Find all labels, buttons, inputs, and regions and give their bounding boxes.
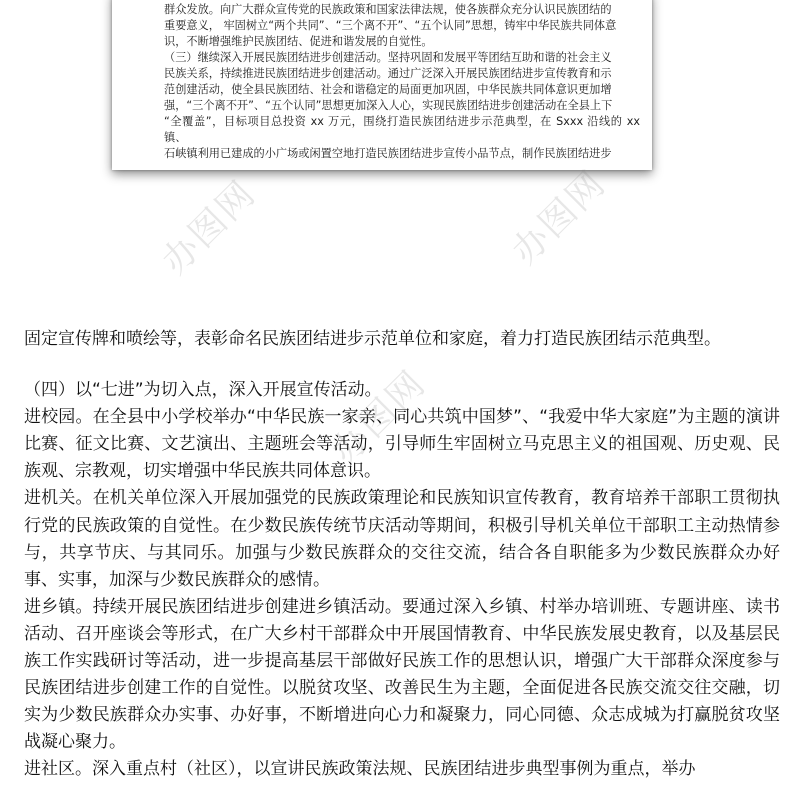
paragraph: 进机关。在机关单位深入开展加强党的民族政策理论和民族知识宣传教育，教育培养干部职工贯彻执行党的民族政策的自觉性。在少数民族传统节庆活动等期间，积极引导机关单位干部职工主动热情参与，共享节庆、与其同乐。加强与少数民族群众的交往交流，结合各自职能多为少数民族群众办好事、实事，加深与少数民族群众的感情。 [24, 488, 780, 590]
preview-line: （三）继续深入开展民族团结进步创建活动。坚持巩固和发展平等团结互助和谐的社会主义 [164, 51, 612, 64]
preview-line: 石峡镇利用已建成的小广场或闲置空地打造民族团结进步宣传小品节点，制作民族团结进步 [164, 147, 612, 160]
preview-line: 群众发放。向广大群众宣传党的民族政策和国家法律法规，使各族群众充分认识民族团结的 [164, 3, 612, 16]
preview-line: 范创建活动，使全县民族团结、社会和谐稳定的局面更加巩固，中华民族共同体意识更加增 [164, 83, 612, 96]
document-body [24, 326, 780, 784]
document-preview-card [112, 0, 652, 170]
preview-line: 重要意义， 牢固树立“两个共同”、“三个离不开”、“五个认同”思想，铸牢中华民族共同体意 [164, 19, 617, 32]
watermark: 办图网 [324, 362, 434, 473]
preview-line: “全覆盖”，目标项目总投资 xx 万元，围绕打造民族团结进步示范典型，在 Sxxx 沿线的 xx 镇、 [164, 115, 640, 144]
paragraph: 进乡镇。持续开展民族团结进步创建进乡镇活动。要通过深入乡镇、村举办培训班、专题讲座、读书活动、召开座谈会等形式，在广大乡村干部群众中开展国情教育、中华民族发展史教育，以及基层民族工作实践研讨等活动，进一步提高基层干部做好民族工作的思想认识，增强广大干部群众深度参与民族团结进步创建工作的自觉性。以脱贫攻坚、改善民生为主题，全面促进各民族交流交往交融，切实为少数民族群众办实事、办好事，不断增进向心力和凝聚力，同心同德、众志成城为打赢脱贫攻坚战凝心聚力。 [24, 596, 780, 753]
paragraph: 进社区。深入重点村（社区），以宣讲民族政策法规、民族团结进步典型事例为重点，举办 [24, 759, 696, 780]
preview-line: 民族关系，持续推进民族团结进步创建活动。通过广泛深入开展民族团结进步宣传教育和示 [164, 67, 612, 80]
preview-line: 识，不断增强维护民族团结、促进和谐发展的自觉性。 [164, 35, 433, 48]
preview-text [164, 0, 640, 162]
paragraph: 进校园。在全县中小学校举办“中华民族一家亲、同心共筑中国梦”、“我爱中华大家庭”为主题的演讲比赛、征文比赛、文艺演出、主题班会等活动，引导师生牢固树立马克思主义的祖国观、历史观、民族观、宗教观，切实增强中华民族共同体意识。 [24, 407, 780, 482]
section-heading: （四）以“七进”为切入点，深入开展宣传活动。 [24, 380, 382, 401]
preview-line: 强，“三个离不开”、“五个认同”思想更加深入人心，实现民族团结进步创建活动在全县上下 [164, 99, 613, 112]
paragraph: 固定宣传牌和喷绘等，表彰命名民族团结进步示范单位和家庭，着力打造民族团结示范典型。 [24, 329, 721, 349]
